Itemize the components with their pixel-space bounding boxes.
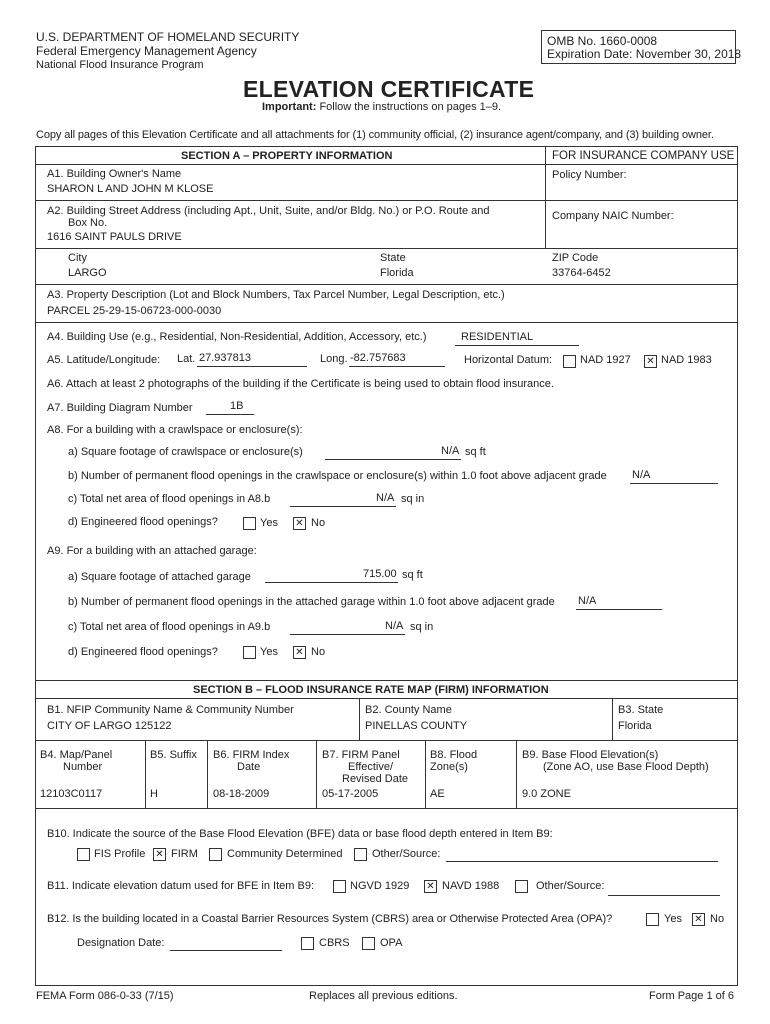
b3-state[interactable]: Florida	[618, 720, 652, 732]
a2-label: A2. Building Street Address (including Apt., Unit, Suite, and/or Bldg. No.) or P.O. Route and	[47, 205, 490, 217]
cbrs-checkbox[interactable]	[301, 937, 314, 950]
b7-label-cont2: Revised Date	[342, 773, 409, 785]
a1-label: A1. Building Owner's Name	[47, 168, 182, 180]
a9a-unit: sq ft	[402, 569, 423, 581]
a8a-unit: sq ft	[465, 446, 486, 458]
a8a-label: a) Square footage of crawlspace or enclosure(s)	[68, 446, 303, 458]
b6-label: B6. FIRM Index	[213, 749, 290, 761]
a8b-field[interactable]	[630, 469, 718, 484]
fis-profile-label: FIS Profile	[94, 848, 146, 860]
page-title: ELEVATION CERTIFICATE	[243, 76, 535, 102]
b11-other-label: Other/Source:	[536, 880, 605, 892]
a9c-label: c) Total net area of flood openings in A9.b	[68, 621, 271, 633]
a8b-value: N/A	[632, 469, 651, 481]
form-number: FEMA Form 086-0-33 (7/15)	[36, 990, 174, 1002]
b10-other-checkbox[interactable]	[354, 848, 367, 861]
b4-label-cont: Number	[63, 761, 103, 773]
omb-number: OMB No. 1660-0008	[547, 34, 658, 48]
b12-label: B12. Is the building located in a Coastal Barrier Resources System (CBRS) area or Otherwise Protected Area (OPA)?	[47, 913, 613, 925]
community-determined-checkbox[interactable]	[209, 848, 222, 861]
b1-label: B1. NFIP Community Name & Community Number	[47, 704, 294, 716]
a8d-yes-label: Yes	[260, 517, 278, 529]
naic-label: Company NAIC Number:	[552, 210, 674, 222]
a9d-no-label: No	[311, 646, 326, 658]
zip-value[interactable]: 33764-6452	[552, 267, 611, 279]
b6-firm-index-date[interactable]: 08-18-2009	[213, 788, 270, 800]
a1-owner-name[interactable]: SHARON L AND JOHN M KLOSE	[47, 183, 214, 195]
cbrs-label: CBRS	[319, 937, 350, 949]
b10-other-label: Other/Source:	[372, 848, 441, 860]
a4-field[interactable]	[455, 331, 579, 346]
a4-label: A4. Building Use (e.g., Residential, Non-Residential, Addition, Accessory, etc.)	[47, 331, 427, 343]
a9b-field[interactable]	[576, 595, 662, 610]
b2-label: B2. County Name	[365, 704, 452, 716]
b3-label: B3. State	[618, 704, 664, 716]
designation-date-label: Designation Date:	[77, 937, 165, 949]
fis-profile-checkbox[interactable]	[77, 848, 90, 861]
omb-box	[541, 30, 742, 64]
community-determined-label: Community Determined	[227, 848, 343, 860]
nad1983-checkbox[interactable]	[644, 355, 657, 368]
a8d-no-label: No	[311, 517, 326, 529]
a9c-value: N/A	[385, 620, 404, 632]
opa-checkbox[interactable]	[362, 937, 375, 950]
agency-name: Federal Emergency Management Agency	[36, 44, 257, 58]
a4-building-use: RESIDENTIAL	[461, 331, 534, 343]
b12-yes-checkbox[interactable]	[646, 913, 659, 926]
lat-field[interactable]	[197, 352, 307, 367]
firm-checkbox[interactable]	[153, 848, 166, 861]
a8a-field[interactable]	[325, 445, 461, 460]
navd1988-checkbox[interactable]	[424, 880, 437, 893]
expiration-date: Expiration Date: November 30, 2018	[547, 47, 742, 61]
city-label: City	[68, 252, 87, 264]
state-value[interactable]: Florida	[380, 267, 414, 279]
program-name: National Flood Insurance Program	[36, 59, 204, 71]
long-label: Long.	[320, 353, 348, 365]
b8-flood-zone[interactable]: AE	[430, 788, 445, 800]
b10-other-field[interactable]	[446, 847, 718, 862]
b11-label: B11. Indicate elevation datum used for BFE in Item B9:	[47, 880, 314, 892]
b7-effective-date[interactable]: 05-17-2005	[322, 788, 379, 800]
a8-label: A8. For a building with a crawlspace or enclosure(s):	[47, 424, 303, 436]
ngvd1929-label: NGVD 1929	[350, 880, 410, 892]
insurance-use-label: FOR INSURANCE COMPANY USE	[552, 150, 735, 162]
important-text: Follow the instructions on pages 1–9.	[316, 101, 502, 113]
a9c-field[interactable]	[290, 620, 405, 635]
b5-label: B5. Suffix	[150, 749, 197, 761]
a9-label: A9. For a building with an attached garage:	[47, 545, 257, 557]
b6-label-cont: Date	[237, 761, 261, 773]
a9b-value: N/A	[578, 595, 597, 607]
replaces-note: Replaces all previous editions.	[309, 990, 458, 1002]
b8-label: B8. Flood	[430, 749, 478, 761]
a7-field[interactable]	[206, 400, 254, 415]
a9d-yes-checkbox[interactable]	[243, 646, 256, 659]
b8-label-cont: Zone(s)	[430, 761, 468, 773]
datum-label: Horizontal Datum:	[464, 354, 553, 366]
nad1927-checkbox[interactable]	[563, 355, 576, 368]
a8c-unit: sq in	[401, 493, 425, 505]
a9b-label: b) Number of permanent flood openings in the attached garage within 1.0 foot above adjacent grade	[68, 596, 555, 608]
a8d-label: d) Engineered flood openings?	[68, 516, 218, 528]
b12-no-checkbox[interactable]	[692, 913, 705, 926]
section-b-title: SECTION B – FLOOD INSURANCE RATE MAP (FIRM) INFORMATION	[193, 684, 549, 696]
page-number: Form Page 1 of 6	[649, 990, 734, 1002]
firm-label: FIRM	[171, 848, 198, 860]
zip-label: ZIP Code	[552, 252, 599, 264]
nad1927-label: NAD 1927	[580, 354, 631, 366]
a2-label-cont: Box No.	[68, 217, 108, 229]
a8c-label: c) Total net area of flood openings in A8.b	[68, 493, 271, 505]
b1-community[interactable]: CITY OF LARGO 125122	[47, 720, 172, 732]
a2-street-address[interactable]: 1616 SAINT PAULS DRIVE	[47, 231, 182, 243]
a9a-label: a) Square footage of attached garage	[68, 571, 251, 583]
b9-label: B9. Base Flood Elevation(s)	[522, 749, 659, 761]
a3-property-description[interactable]: PARCEL 25-29-15-06723-000-0030	[47, 305, 222, 317]
state-label: State	[380, 252, 406, 264]
a8d-no-checkbox[interactable]	[293, 517, 306, 530]
important-label: Important:	[262, 101, 317, 113]
a3-label: A3. Property Description (Lot and Block Numbers, Tax Parcel Number, Legal Description, etc.)	[47, 289, 505, 301]
lat-value: 27.937813	[199, 352, 251, 364]
copy-note: Copy all pages of this Elevation Certificate and all attachments for (1) community official, (2) insurance agent/company, and (3) building owner.	[36, 129, 714, 141]
important-note	[262, 101, 501, 113]
b9-label-cont: (Zone AO, use Base Flood Depth)	[543, 761, 709, 773]
b11-other-checkbox[interactable]	[515, 880, 528, 893]
a8a-value: N/A	[441, 445, 460, 457]
b2-county[interactable]: PINELLAS COUNTY	[365, 720, 468, 732]
b11-other-field[interactable]	[608, 881, 720, 896]
ngvd1929-checkbox[interactable]	[333, 880, 346, 893]
a5-label: A5. Latitude/Longitude:	[47, 354, 161, 366]
a9d-label: d) Engineered flood openings?	[68, 646, 218, 658]
a7-label: A7. Building Diagram Number	[47, 402, 193, 414]
b5-suffix[interactable]: H	[150, 788, 158, 800]
lat-label: Lat.	[177, 353, 196, 365]
designation-date-field[interactable]	[170, 936, 282, 951]
long-value: -82.757683	[350, 352, 406, 364]
a6-label: A6. Attach at least 2 photographs of the building if the Certificate is being used to obtain flood insurance.	[47, 378, 554, 390]
b12-no-label: No	[710, 913, 725, 925]
a8c-field[interactable]	[290, 492, 396, 507]
city-value[interactable]: LARGO	[68, 267, 107, 279]
a7-diagram-number: 1B	[230, 400, 244, 412]
a9d-yes-label: Yes	[260, 646, 278, 658]
long-field[interactable]	[349, 352, 445, 367]
b10-label: B10. Indicate the source of the Base Flood Elevation (BFE) data or base flood depth entered in Item B9:	[47, 828, 553, 840]
nad1983-label: NAD 1983	[661, 354, 712, 366]
a9d-no-checkbox[interactable]	[293, 646, 306, 659]
a8b-label: b) Number of permanent flood openings in the crawlspace or enclosure(s) within 1.0 foot above adjacent grade	[68, 470, 607, 482]
a9a-field[interactable]	[265, 568, 398, 583]
dept-name: U.S. DEPARTMENT OF HOMELAND SECURITY	[36, 30, 300, 44]
b4-map-panel[interactable]: 12103C0117	[40, 788, 103, 800]
a8c-value: N/A	[376, 492, 395, 504]
b7-label: B7. FIRM Panel	[322, 749, 400, 761]
b12-yes-label: Yes	[664, 913, 682, 925]
navd1988-label: NAVD 1988	[442, 880, 500, 892]
b4-label: B4. Map/Panel	[40, 749, 113, 761]
policy-number-label: Policy Number:	[552, 169, 627, 181]
b7-label-cont1: Effective/	[348, 761, 394, 773]
opa-label: OPA	[380, 937, 403, 949]
section-a-title: SECTION A – PROPERTY INFORMATION	[181, 150, 393, 162]
a8d-yes-checkbox[interactable]	[243, 517, 256, 530]
a9a-value: 715.00	[363, 568, 397, 580]
b9-base-flood-elevation[interactable]: 9.0 ZONE	[522, 788, 571, 800]
a9c-unit: sq in	[410, 621, 434, 633]
